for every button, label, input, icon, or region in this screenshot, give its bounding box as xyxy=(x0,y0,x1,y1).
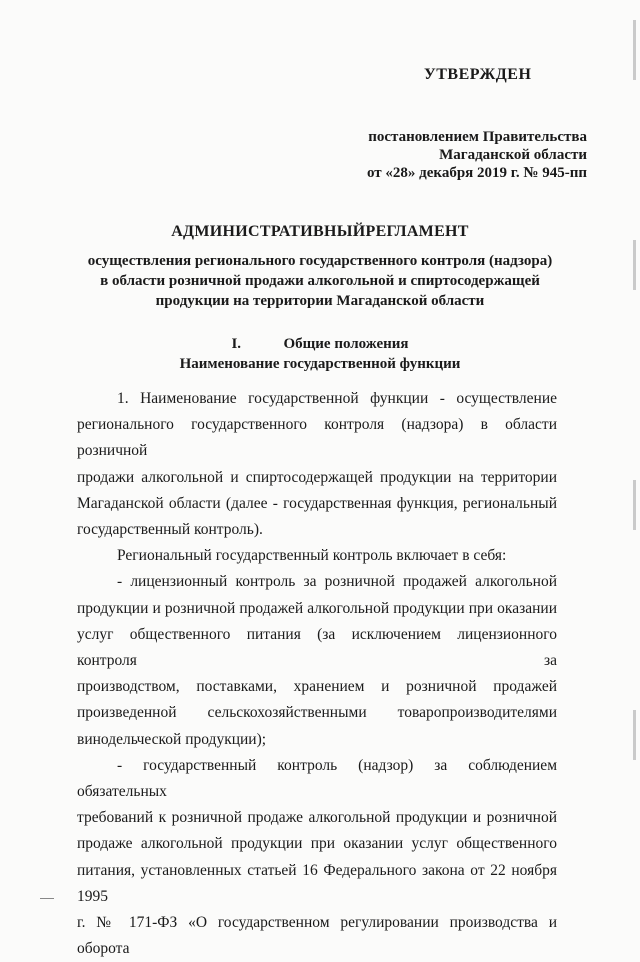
footer-mark xyxy=(40,898,54,899)
section-block xyxy=(60,334,580,374)
body-line: требований к розничной продаже алкогольной продукции и розничной xyxy=(77,809,557,827)
approval-block xyxy=(367,128,587,182)
section-heading xyxy=(60,334,580,354)
body-line: - государственный контроль (надзор) за соблюдением обязательных xyxy=(77,756,557,801)
document-subtitle-line-3: продукции на территории Магаданской области xyxy=(155,293,485,309)
body-line: произведенной сельскохозяйственными товаропроизводителями xyxy=(77,704,557,722)
scan-mark xyxy=(633,710,636,760)
scan-mark xyxy=(633,20,636,80)
body-line: регионального государственного контроля (надзора) в области розничной xyxy=(77,416,557,460)
body-line: продукции и розничной продажей алкогольной продукции при оказании xyxy=(77,599,557,617)
body-line: государственный контроль). xyxy=(77,521,263,539)
document-subtitle-line-2: в области розничной продажи алкогольной и спиртосодержащей xyxy=(100,273,540,289)
approval-line-1: постановлением Правительства xyxy=(368,129,587,145)
document-subtitle-line-1: осуществления регионального государственного контроля (надзора) xyxy=(87,253,553,269)
body-line: производством, поставками, хранением и розничной продажей xyxy=(77,678,557,696)
body-line: питания, установленных статьей 16 Федерального закона от 22 ноября 1995 xyxy=(77,861,557,905)
scan-mark xyxy=(633,480,636,530)
body-line: винодельческой продукции); xyxy=(77,730,267,748)
body-line: Региональный государственный контроль включает в себя: xyxy=(117,547,507,565)
section-title: Общие положения xyxy=(283,336,409,352)
approval-line-3: от «28» декабря 2019 г. № 945-пп xyxy=(366,165,587,181)
document-subtitle xyxy=(60,251,580,311)
body-line: Магаданской области (далее - государственная функция, региональный xyxy=(77,494,557,512)
section-number: I. xyxy=(231,336,242,352)
document-title: АДМИНИСТРАТИВНЫЙРЕГЛАМЕНТ xyxy=(171,223,469,240)
body-line: 1. Наименование государственной функции - осуществление xyxy=(117,390,557,407)
body-text xyxy=(77,386,557,962)
section-subtitle: Наименование государственной функции xyxy=(179,356,461,372)
approval-line-2: Магаданской области xyxy=(439,147,587,163)
scan-mark xyxy=(633,240,636,290)
approval-heading: УТВЕРЖДЕН xyxy=(424,66,532,83)
body-line: продажи алкогольной и спиртосодержащей продукции на территории xyxy=(77,468,557,486)
body-line: г. № 171-ФЗ «О государственном регулировании производства и оборота xyxy=(77,914,557,958)
body-line: услуг общественного питания (за исключением лицензионного контроля за xyxy=(77,625,557,670)
body-line: продаже алкогольной продукции при оказании услуг общественного xyxy=(77,835,557,853)
title-block xyxy=(60,223,580,311)
body-line: - лицензионный контроль за розничной продажей алкогольной xyxy=(117,573,557,591)
